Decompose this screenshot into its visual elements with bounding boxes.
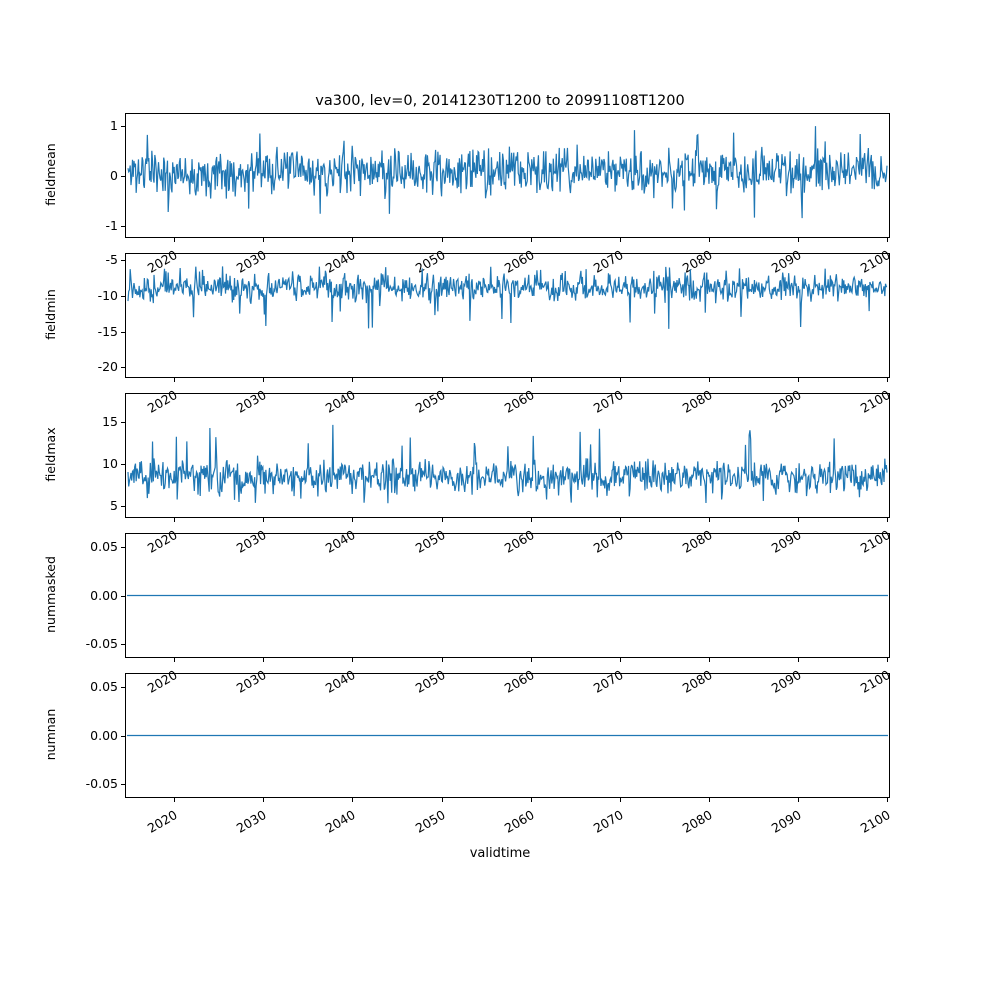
x-tick-label: 2020 bbox=[144, 247, 180, 276]
x-tick-label: 2080 bbox=[679, 527, 715, 556]
x-tick-label: 2090 bbox=[768, 667, 804, 696]
x-tick-mark bbox=[709, 658, 710, 662]
x-tick-mark bbox=[174, 518, 175, 522]
x-tick-mark bbox=[798, 378, 799, 382]
x-tick-label: 2040 bbox=[323, 667, 359, 696]
y-tick-mark bbox=[121, 506, 125, 507]
x-axis-label: validtime bbox=[469, 846, 531, 861]
y-tick-mark bbox=[121, 464, 125, 465]
x-tick-label: 2070 bbox=[590, 387, 626, 416]
y-tick-mark bbox=[121, 687, 125, 688]
y-tick-mark bbox=[121, 736, 125, 737]
y-tick-mark bbox=[121, 176, 125, 177]
x-tick-label: 2030 bbox=[233, 387, 269, 416]
x-tick-label: 2040 bbox=[323, 807, 359, 836]
x-tick-mark bbox=[442, 798, 443, 802]
y-tick-mark bbox=[121, 332, 125, 333]
x-tick-label: 2020 bbox=[144, 527, 180, 556]
x-tick-label: 2030 bbox=[233, 667, 269, 696]
x-tick-label: 2080 bbox=[679, 387, 715, 416]
x-tick-mark bbox=[798, 798, 799, 802]
x-tick-label: 2090 bbox=[768, 387, 804, 416]
x-tick-label: 2030 bbox=[233, 527, 269, 556]
x-tick-mark bbox=[887, 798, 888, 802]
y-tick-mark bbox=[121, 422, 125, 423]
x-tick-mark bbox=[620, 238, 621, 242]
y-tick-mark bbox=[121, 596, 125, 597]
y-tick-label: 0.00 bbox=[90, 727, 118, 743]
x-tick-mark bbox=[620, 518, 621, 522]
x-tick-mark bbox=[174, 378, 175, 382]
x-tick-label: 2040 bbox=[323, 387, 359, 416]
y-tick-label: -20 bbox=[97, 359, 118, 375]
plot-panel-nummasked bbox=[125, 533, 890, 658]
x-tick-label: 2090 bbox=[768, 527, 804, 556]
x-tick-label: 2050 bbox=[412, 807, 448, 836]
y-tick-mark bbox=[121, 126, 125, 127]
y-tick-label: 10 bbox=[102, 455, 118, 471]
x-tick-label: 2030 bbox=[233, 247, 269, 276]
y-axis-label-fieldmin: fieldmin bbox=[42, 288, 58, 340]
x-tick-mark bbox=[798, 518, 799, 522]
x-tick-mark bbox=[352, 658, 353, 662]
x-tick-label: 2080 bbox=[679, 247, 715, 276]
x-tick-label: 2100 bbox=[858, 527, 894, 556]
x-tick-label: 2050 bbox=[412, 247, 448, 276]
x-tick-label: 2020 bbox=[144, 667, 180, 696]
x-tick-mark bbox=[709, 798, 710, 802]
x-tick-mark bbox=[263, 518, 264, 522]
x-tick-mark bbox=[442, 518, 443, 522]
x-tick-label: 2100 bbox=[858, 667, 894, 696]
y-tick-mark bbox=[121, 367, 125, 368]
y-tick-mark bbox=[121, 644, 125, 645]
x-tick-mark bbox=[887, 658, 888, 662]
y-tick-label: 0.00 bbox=[90, 587, 118, 603]
y-tick-mark bbox=[121, 784, 125, 785]
y-tick-label: 5 bbox=[110, 497, 118, 513]
y-tick-label: 0 bbox=[110, 167, 118, 183]
x-tick-mark bbox=[887, 518, 888, 522]
x-tick-mark bbox=[531, 378, 532, 382]
x-tick-label: 2060 bbox=[501, 527, 537, 556]
x-tick-mark bbox=[174, 798, 175, 802]
data-line-fieldmax bbox=[128, 425, 887, 503]
x-tick-label: 2030 bbox=[233, 807, 269, 836]
y-tick-mark bbox=[121, 547, 125, 548]
x-tick-label: 2060 bbox=[501, 387, 537, 416]
x-tick-mark bbox=[442, 378, 443, 382]
y-tick-label: -0.05 bbox=[85, 635, 118, 651]
y-axis-label-nummasked: nummasked bbox=[42, 555, 58, 633]
y-tick-label: -0.05 bbox=[85, 775, 118, 791]
y-tick-label: 0.05 bbox=[90, 539, 118, 555]
x-tick-mark bbox=[352, 518, 353, 522]
x-tick-label: 2020 bbox=[144, 387, 180, 416]
y-tick-mark bbox=[121, 226, 125, 227]
x-tick-mark bbox=[442, 658, 443, 662]
x-tick-mark bbox=[887, 238, 888, 242]
plot-panel-numnan bbox=[125, 673, 890, 798]
x-tick-label: 2090 bbox=[768, 247, 804, 276]
x-tick-label: 2060 bbox=[501, 807, 537, 836]
x-tick-label: 2090 bbox=[768, 807, 804, 836]
x-tick-label: 2070 bbox=[590, 807, 626, 836]
y-tick-label: -1 bbox=[105, 217, 118, 233]
x-tick-label: 2050 bbox=[412, 527, 448, 556]
x-tick-mark bbox=[352, 798, 353, 802]
data-line-fieldmean bbox=[128, 126, 887, 218]
x-tick-mark bbox=[709, 238, 710, 242]
y-tick-label: -5 bbox=[105, 252, 118, 268]
x-tick-mark bbox=[174, 238, 175, 242]
y-axis-label-numnan: numnan bbox=[42, 708, 58, 760]
x-tick-mark bbox=[620, 798, 621, 802]
plot-panel-fieldmean bbox=[125, 113, 890, 238]
x-tick-mark bbox=[263, 798, 264, 802]
x-tick-mark bbox=[442, 238, 443, 242]
y-tick-label: 0.05 bbox=[90, 679, 118, 695]
y-tick-label: -15 bbox=[97, 323, 118, 339]
x-tick-label: 2080 bbox=[679, 807, 715, 836]
y-tick-label: 15 bbox=[102, 414, 118, 430]
figure-title: va300, lev=0, 20141230T1200 to 20991108T1200 bbox=[315, 93, 685, 109]
x-tick-label: 2040 bbox=[323, 527, 359, 556]
x-tick-label: 2020 bbox=[144, 807, 180, 836]
y-axis-label-fieldmax: fieldmax bbox=[42, 426, 58, 482]
x-tick-mark bbox=[531, 518, 532, 522]
data-line-fieldmin bbox=[128, 266, 887, 328]
x-tick-label: 2100 bbox=[858, 807, 894, 836]
y-tick-mark bbox=[121, 260, 125, 261]
x-tick-mark bbox=[620, 378, 621, 382]
x-tick-label: 2040 bbox=[323, 247, 359, 276]
y-axis-label-fieldmean: fieldmean bbox=[42, 142, 58, 206]
y-tick-label: -10 bbox=[97, 287, 118, 303]
x-tick-mark bbox=[798, 658, 799, 662]
x-tick-label: 2060 bbox=[501, 247, 537, 276]
x-tick-label: 2050 bbox=[412, 667, 448, 696]
x-tick-mark bbox=[263, 238, 264, 242]
x-tick-mark bbox=[352, 378, 353, 382]
y-tick-label: 1 bbox=[110, 117, 118, 133]
plot-panel-fieldmin bbox=[125, 253, 890, 378]
x-tick-mark bbox=[798, 238, 799, 242]
x-tick-mark bbox=[263, 378, 264, 382]
x-tick-mark bbox=[263, 658, 264, 662]
x-tick-label: 2080 bbox=[679, 667, 715, 696]
x-tick-mark bbox=[531, 238, 532, 242]
x-tick-label: 2100 bbox=[858, 247, 894, 276]
x-tick-mark bbox=[174, 658, 175, 662]
x-tick-mark bbox=[531, 798, 532, 802]
x-tick-mark bbox=[709, 378, 710, 382]
x-tick-label: 2100 bbox=[858, 387, 894, 416]
x-tick-label: 2050 bbox=[412, 387, 448, 416]
x-tick-mark bbox=[709, 518, 710, 522]
x-tick-label: 2060 bbox=[501, 667, 537, 696]
x-tick-label: 2070 bbox=[590, 667, 626, 696]
x-tick-mark bbox=[887, 378, 888, 382]
y-tick-mark bbox=[121, 296, 125, 297]
x-tick-mark bbox=[620, 658, 621, 662]
x-tick-label: 2070 bbox=[590, 247, 626, 276]
x-tick-label: 2070 bbox=[590, 527, 626, 556]
x-tick-mark bbox=[531, 658, 532, 662]
x-tick-mark bbox=[352, 238, 353, 242]
plot-panel-fieldmax bbox=[125, 393, 890, 518]
